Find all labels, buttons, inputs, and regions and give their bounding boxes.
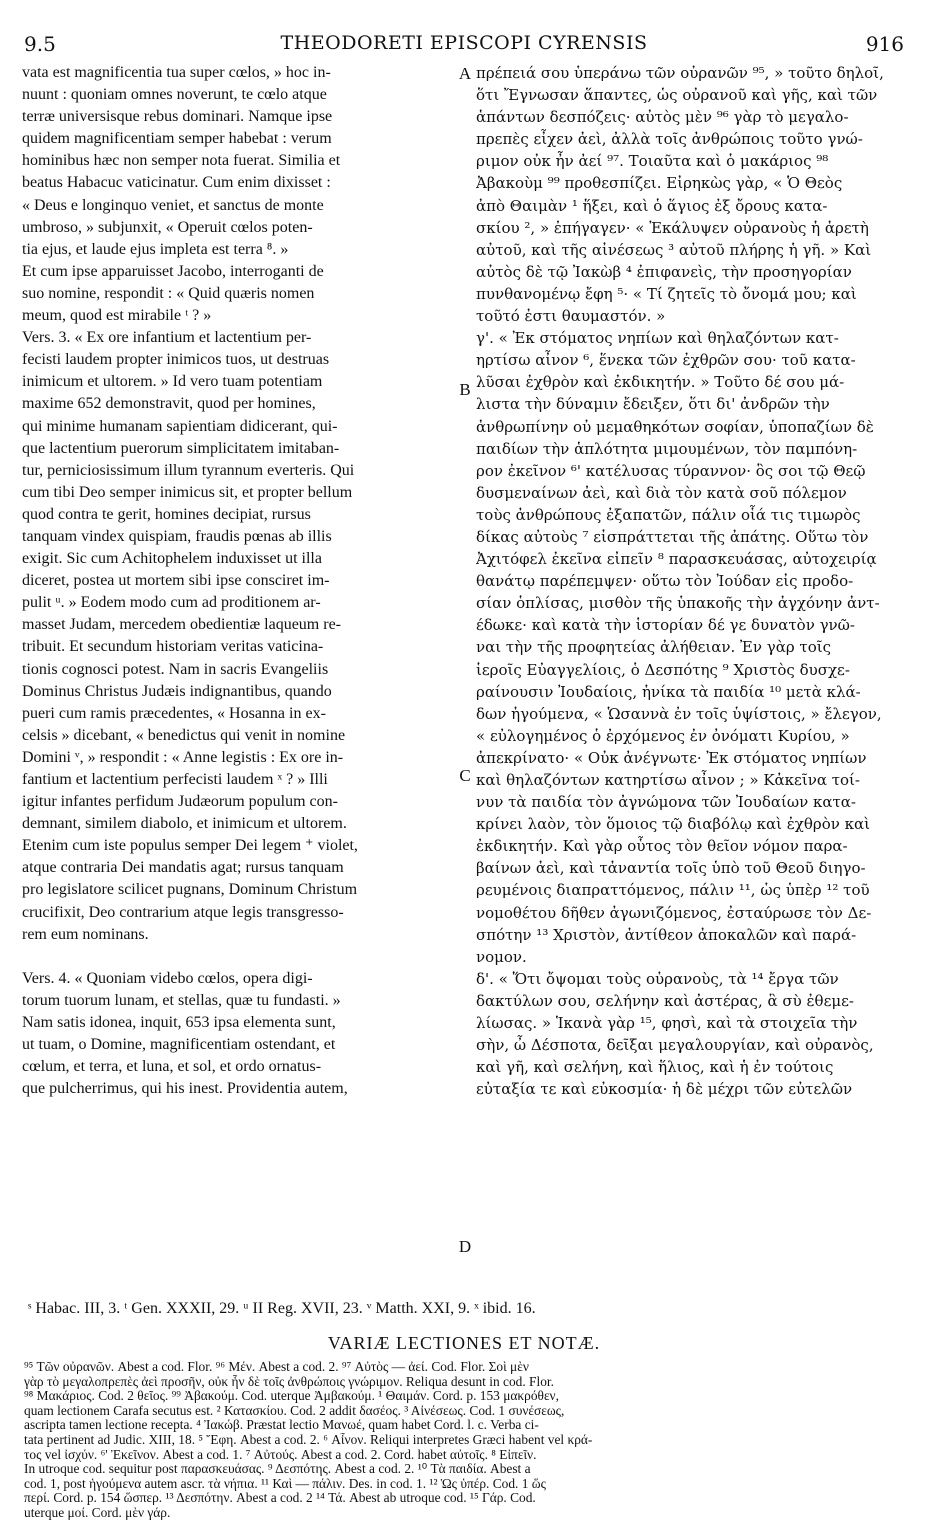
greek-text-line: ριμον οὐκ ἦν ἀεί ⁹⁷. Τοιαῦτα καὶ ὁ μακάριος ⁹⁸ bbox=[476, 152, 829, 171]
greek-text-line: δ'. « Ὅτι ὄψομαι τοὺς οὐρανοὺς, τὰ ¹⁴ ἔργα τῶν bbox=[476, 969, 839, 988]
latin-text-line: beatus Habacuc vaticinatur. Cum enim dixisset : bbox=[22, 174, 331, 192]
latin-text-line: igitur infantes perfidum Judæorum populum con- bbox=[22, 793, 338, 811]
latin-text-line: Etenim cum iste populus semper Dei legem ⁺ violet, bbox=[22, 837, 358, 855]
latin-text-line: vata est magnificentia tua super cœlos, » hoc in- bbox=[22, 64, 331, 81]
greek-text-line: νομοθέτου δῆθεν ἀγωνιζόμενος, ἐσταύρωσε τὸν Δε- bbox=[476, 903, 872, 922]
note-line: uterque μοί. Cord. μὲν γάρ. bbox=[24, 1505, 171, 1520]
latin-text-line: que pulcherrimus, qui his inest. Providentia autem, bbox=[22, 1080, 348, 1098]
latin-text-line: inimicum et ultorem. » Id vero tuam potentiam bbox=[22, 373, 323, 391]
latin-text-line: Vers. 3. « Ex ore infantium et lactentium per- bbox=[22, 329, 312, 347]
greek-text-line: νυν τὰ παιδία τὸν ἀγνώμονα τῶν Ἰουδαίων κατα- bbox=[476, 793, 856, 812]
greek-text-line: εὐταξία τε καὶ εὐκοσμία· ἡ δὲ μέχρι τῶν εὐτελῶν bbox=[476, 1080, 853, 1099]
latin-text-line: masset Judam, mercedem obedientiæ laqueum re- bbox=[22, 616, 342, 634]
latin-text-line: suo nomine, respondit : « Quid quæris nomen bbox=[22, 284, 315, 302]
greek-text-line: δακτύλων σου, σελήνην καὶ ἀστέρας, ἃ σὺ ἐθεμε- bbox=[476, 991, 854, 1010]
latin-text-line: nuunt : quoniam omnes noverunt, te cœlo atque bbox=[22, 86, 327, 104]
greek-text-line: βαίνων ἀεὶ, καὶ τἀναντία τοῖς ὑπὸ τοῦ Θεοῦ διηγο- bbox=[476, 859, 866, 878]
margin-letter-c: C bbox=[459, 766, 471, 785]
latin-text-line: tia ejus, et laude ejus impleta est terra ⁸. » bbox=[22, 240, 289, 258]
latin-text-line: tribuit. Et secundum historiam veritas vaticina- bbox=[22, 638, 324, 656]
margin-letter-d: D bbox=[458, 1237, 472, 1256]
greek-text-line: πρέπειά σου ὑπεράνω τῶν οὐρανῶν ⁹⁵, » τοῦτο δηλοῖ, bbox=[476, 64, 884, 82]
greek-text-line: λίωσας. » Ἱκανὰ γὰρ ¹⁵, φησὶ, καὶ τὰ στοιχεῖα τὴν bbox=[476, 1014, 858, 1033]
greek-text-line: Ἀχιτόφελ ἐκεῖνα εἰπεῖν ⁸ παρασκευάσας, αὐτοχειρίᾳ bbox=[476, 550, 877, 569]
note-line: quam lectionem Carafa secutus est. ² Κατασκίου. Cod. 2 addit δασέος. ³ Αἰνέσεως. Cod. 1 συνέσεως, bbox=[24, 1403, 565, 1418]
greek-text-line: τοῦτό ἐστι θαυμαστόν. » bbox=[476, 307, 666, 326]
greek-text-line: θανάτῳ παρέπεμψεν· οὕτω τὸν Ἰούδαν εἰς προδο- bbox=[476, 572, 854, 591]
greek-text-line: αὐτὸς δὲ τῷ Ἰακὼβ ⁴ ἐπιφανεὶς, τὴν προσηγορίαν bbox=[476, 262, 852, 281]
greek-text-line: αὐτοῦ, καὶ τῆς αἰνέσεως ³ αὐτοῦ πλήρης ἡ γῆ. » Καὶ bbox=[476, 240, 872, 259]
column-number-left: 9.5 bbox=[24, 32, 56, 56]
note-line: ascripta tamen lectione recepta. ⁴ Ἰακώβ. Præstat lectio Μανωέ, quam habet Cord. l. c. Verba ci- bbox=[24, 1418, 539, 1433]
scripture-references: ˢ Habac. III, 3. ᵗ Gen. XXXII, 29. ᵘ II Reg. XVII, 23. ᵛ Matth. XXI, 9. ˣ ibid. 16. bbox=[28, 1300, 536, 1317]
margin-letter-b: B bbox=[459, 380, 471, 399]
greek-text-line: ραίνουσιν Ἰουδαίοις, ἡνίκα τὰ παιδία ¹⁰ μετὰ κλά- bbox=[476, 682, 861, 701]
variant-notes bbox=[24, 1360, 908, 1521]
greek-text-line: νομον. bbox=[476, 947, 527, 966]
latin-text-line bbox=[22, 946, 454, 968]
latin-text-line: tanquam vindex quispiam, fraudis pœnas ab illis bbox=[22, 527, 332, 545]
column-number-right: 916 bbox=[865, 32, 904, 56]
running-title: THEODORETI EPISCOPI CYRENSIS bbox=[280, 32, 648, 54]
greek-text-line: « εὐλογημένος ὁ ἐρχόμενος ἐν ὀνόματι Κυρίου, » bbox=[476, 726, 850, 745]
greek-text-line: καὶ γῆ, καὶ σελήνη, καὶ ἥλιος, καὶ ἡ ἐν τούτοις bbox=[476, 1058, 834, 1077]
margin-letter-a: A bbox=[458, 64, 472, 83]
greek-text-line: τοὺς ἀνθρώπους ἐξαπατῶν, πάλιν οἷά τις τιμωρὸς bbox=[476, 505, 861, 524]
note-line: tata pertinent ad Judic. XIII, 18. ⁵ Ἔφη. Abest a cod. 2. ⁶ Αἶνον. Reliqui interpretes Græci habent vel κρά- bbox=[24, 1432, 593, 1447]
latin-text-line: atque contraria Dei mandatis agat; rursus tanquam bbox=[22, 859, 344, 877]
latin-text-line: torum tuorum lunam, et stellas, quæ tu fundasti. » bbox=[22, 991, 341, 1009]
greek-text-line: πρεπὲς εἶχεν ἀεὶ, ἀλλὰ τοῖς ἀνθρώποις τοῦτο γνώ- bbox=[476, 130, 863, 149]
greek-text-line: λιστα τὴν δύναμιν ἔδειξεν, ὅτι δι' ἀνδρῶν τὴν bbox=[476, 395, 830, 414]
latin-text-line: meum, quod est mirabile ᵗ ? » bbox=[22, 307, 212, 325]
latin-text-line: umbroso, » subjunxit, « Operuit cœlos poten- bbox=[22, 218, 313, 236]
latin-text-line: pueri cum ramis præcedentes, « Hosanna in ex- bbox=[22, 704, 326, 722]
latin-text-line: que lactentium puerorum simplicitatem imitaban- bbox=[22, 439, 340, 457]
note-line: cod. 1, post ἡγούμενα autem ascr. τὰ νήπια. ¹¹ Καὶ — πάλιν. Des. in cod. 1. ¹² Ὡς ὑπέρ. Cod. 1 ὥς bbox=[24, 1476, 546, 1491]
note-line: ⁹⁵ Τῶν οὐρανῶν. Abest a cod. Flor. ⁹⁶ Μέν. Abest a cod. 2. ⁹⁷ Αὐτὸς — ἀεί. Cod. Flor. Σοὶ μὲν bbox=[24, 1360, 529, 1374]
greek-text-line: ναι τὴν τῆς προφητείας ἀλήθειαν. Ἐν γὰρ τοῖς bbox=[476, 638, 832, 657]
latin-text-line: crucifixit, Deo contrarium atque legis transgresso- bbox=[22, 903, 344, 921]
greek-text-line: ηρτίσω αἶνον ⁶, ἕνεκα τῶν ἐχθρῶν σου· τοῦ κατα- bbox=[476, 351, 856, 370]
greek-text-line: σκίου ², » ἐπήγαγεν· « Ἐκάλυψεν οὐρανοὺς ἡ ἀρετὴ bbox=[476, 218, 869, 237]
running-header bbox=[24, 32, 904, 58]
latin-text-line: Et cum ipse apparuisset Jacobo, interroganti de bbox=[22, 262, 324, 280]
latin-text-line: fantium et lactentium perfecisti laudem ˣ ? » Illi bbox=[22, 771, 328, 788]
greek-text-line: σίαν ὁπλίσας, μισθὸν τῆς ὑπακοῆς τὴν ἀγχόνην ἀντ- bbox=[476, 594, 880, 613]
latin-text-line: cum tibi Deo semper inimicus sit, et propter bellum bbox=[22, 483, 353, 501]
greek-text-line: ἱεροῖς Εὐαγγελίοις, ὁ Δεσπότης ⁹ Χριστὸς δυσχε- bbox=[476, 660, 850, 679]
latin-text-line: exigit. Sic cum Achitophelem induxisset ut illa bbox=[22, 550, 322, 568]
latin-text-line: hominibus hæc non semper nota fuerat. Similia et bbox=[22, 152, 341, 170]
greek-text-line: δυσμεναίνων ἀεὶ, καὶ διὰ τὸν κατὰ σοῦ πόλεμον bbox=[476, 483, 847, 502]
latin-text-line: maxime 652 demonstravit, quod per homines, bbox=[22, 395, 316, 413]
greek-text-line: παιδίων τὴν ἁπλότητα μιμουμένων, τὸν παμπόνη- bbox=[476, 439, 858, 458]
notes-heading: VARIÆ LECTIONES ET NOTÆ. bbox=[327, 1333, 601, 1353]
latin-text-line: Domini ᵛ, » respondit : « Anne legistis : Ex ore in- bbox=[22, 748, 344, 766]
note-line: In utroque cod. sequitur post παρασκευάσας. ⁹ Δεσπότης. Abest a cod. 2. ¹⁰ Τὰ παιδία. Abest a bbox=[24, 1462, 531, 1477]
greek-text-line: έδωκε· καὶ κατὰ τὴν ἱστορίαν δέ γε δυνατὸν γνῶ- bbox=[476, 616, 855, 635]
latin-text-line: Dominus Christus Judæis indignantibus, quando bbox=[22, 682, 332, 700]
greek-text-line: ἁπάντων δεσπόζεις· αὐτὸς μὲν ⁹⁶ γὰρ τὸ μεγαλο- bbox=[476, 108, 849, 127]
greek-text-line: πυνθανομένῳ ἔφη ⁵· « Τί ζητεῖς τὸ ὄνομά μου; καὶ bbox=[476, 284, 857, 303]
note-line: γὰρ τὸ μεγαλοπρεπὲς ἀεὶ προσῆν, οὐκ ἦν δὲ τοῖς ἀνθρώποις γνώριμον. Reliqua desunt in cod. Flor. bbox=[24, 1374, 554, 1389]
latin-text-line: rem eum nominans. bbox=[22, 925, 149, 943]
latin-text-line: cœlum, et terra, et luna, et sol, et ordo ornatus- bbox=[22, 1058, 322, 1076]
latin-text-line: tur, perniciosissimum illum tyrannum everteris. Qui bbox=[22, 461, 355, 479]
latin-text-line: pulit ᵘ. » Eodem modo cum ad proditionem ar- bbox=[22, 594, 321, 612]
latin-text-line: fecisti laudem propter inimicos tuos, ut destruas bbox=[22, 351, 330, 369]
latin-text-line: quidem magnificentiam semper habebat : verum bbox=[22, 130, 332, 148]
latin-text-line: ut tuam, o Domine, magnificentiam ostendant, et bbox=[22, 1036, 336, 1054]
greek-column bbox=[476, 62, 908, 1292]
greek-text-line: κρίνει λαὸν, τὸν ὅμοιος τῷ διαβόλῳ καὶ ἐχθρὸν καὶ bbox=[476, 815, 871, 834]
greek-text-line: σπότην ¹³ Χριστὸν, ἀντίθεον ἀποκαλῶν καὶ παρά- bbox=[476, 925, 857, 944]
latin-text-line: diceret, postea ut mortem sibi ipse consciret im- bbox=[22, 572, 330, 590]
greek-text-line: ρον ἐκεῖνον ⁶' κατέλυσας τύραννον· ὃς σοι τῷ Θεῷ bbox=[476, 461, 866, 480]
greek-text-line: σὴν, ὦ Δέσποτα, δεῖξαι μεγαλουργίαν, καὶ οὐρανὸς, bbox=[476, 1036, 874, 1055]
latin-text-line: celsis » dicebant, « benedictus qui venit in nomine bbox=[22, 726, 346, 744]
latin-column bbox=[22, 62, 454, 1292]
note-line: περί. Cord. p. 154 ὥσπερ. ¹³ Δεσπότην. Abest a cod. 2 ¹⁴ Τά. Abest ab utroque cod. ¹⁵ Γάρ. Cod. bbox=[24, 1491, 536, 1506]
greek-text-line: καὶ θηλαζόντων κατηρτίσω αἶνον ; » Κἀκεῖνα τοί- bbox=[476, 771, 861, 789]
latin-text-line: quod contra te gerit, homines decipiat, rursus bbox=[22, 505, 311, 523]
latin-text-line: pro legislatore scilicet pugnans, Dominum Christum bbox=[22, 881, 358, 899]
latin-text-line: Vers. 4. « Quoniam videbo cœlos, opera digi- bbox=[22, 969, 313, 987]
latin-text-line: « Deus e longinquo veniet, et sanctus de monte bbox=[22, 196, 324, 214]
latin-text-line: tionis cognosci potest. Nam in sacris Evangeliis bbox=[22, 660, 329, 678]
note-line: τος vel ἰσχύν. ⁶' Ἐκεῖνον. Abest a cod. 1. ⁷ Αὐτούς. Abest a cod. 2. Cord. habet αὐτοῖς. ⁸ Εἰπεῖν. bbox=[24, 1447, 537, 1462]
greek-text-line: ἀπὸ Θαιμὰν ¹ ἥξει, καὶ ὁ ἅγιος ἐξ ὄρους κατα- bbox=[476, 196, 828, 215]
greek-text-line: ἀνθρωπίνην οὐ μεμαθηκότων σοφίαν, ὑποπαζίων δὲ bbox=[476, 417, 874, 436]
latin-text-line: qui minime humanam sapientiam didicerant, qui- bbox=[22, 417, 338, 435]
greek-text-line: γ'. « Ἐκ στόματος νηπίων καὶ θηλαζόντων κατ- bbox=[476, 329, 839, 348]
latin-text-line: demnant, similem diabolo, et inimicum et ultorem. bbox=[22, 815, 347, 833]
greek-text-line: ἐκδικητήν. Καὶ γὰρ οὗτος τὸν θεῖον νόμον παρα- bbox=[476, 837, 848, 856]
greek-text-line: λῦσαι ἐχθρὸν καὶ ἐκδικητήν. » Τοῦτο δέ σου μά- bbox=[476, 373, 845, 392]
latin-text-line: Nam satis idonea, inquit, 653 ipsa elementa sunt, bbox=[22, 1014, 336, 1032]
greek-text-line: ρευμένοις διαπραττόμενος, πάλιν ¹¹, ὡς ὑπὲρ ¹² τοῦ bbox=[476, 881, 870, 900]
greek-text-line: ἀπεκρίνατο· « Οὐκ ἀνέγνωτε· Ἐκ στόματος νηπίων bbox=[476, 748, 867, 767]
greek-text-line: ὅτι Ἔγνωσαν ἅπαντες, ὡς οὐρανοῦ καὶ γῆς, καὶ τῶν bbox=[476, 86, 878, 105]
greek-text-line: δων ἡγούμενα, « Ὡσαννὰ ἐν τοῖς ὑψίστοις, » ἔλεγον, bbox=[476, 704, 882, 723]
greek-text-line: Ἀβακοὺμ ⁹⁹ προθεσπίζει. Εἰρηκὼς γὰρ, « Ὁ Θεὸς bbox=[476, 174, 843, 193]
note-line: ⁹⁸ Μακάριος. Cod. 2 θεῖος. ⁹⁹ Ἀβακούμ. Cod. uterque Ἀμβακούμ. ¹ Θαιμάν. Cord. p. 153 μακρόθεν, bbox=[24, 1389, 559, 1404]
latin-text-line: terræ universisque rebus dominari. Namque ipse bbox=[22, 108, 333, 126]
greek-text-line: δίκας αὐτοὺς ⁷ εἰσπράττεται τῆς ἀπάτης. Οὕτω τὸν bbox=[476, 527, 869, 546]
